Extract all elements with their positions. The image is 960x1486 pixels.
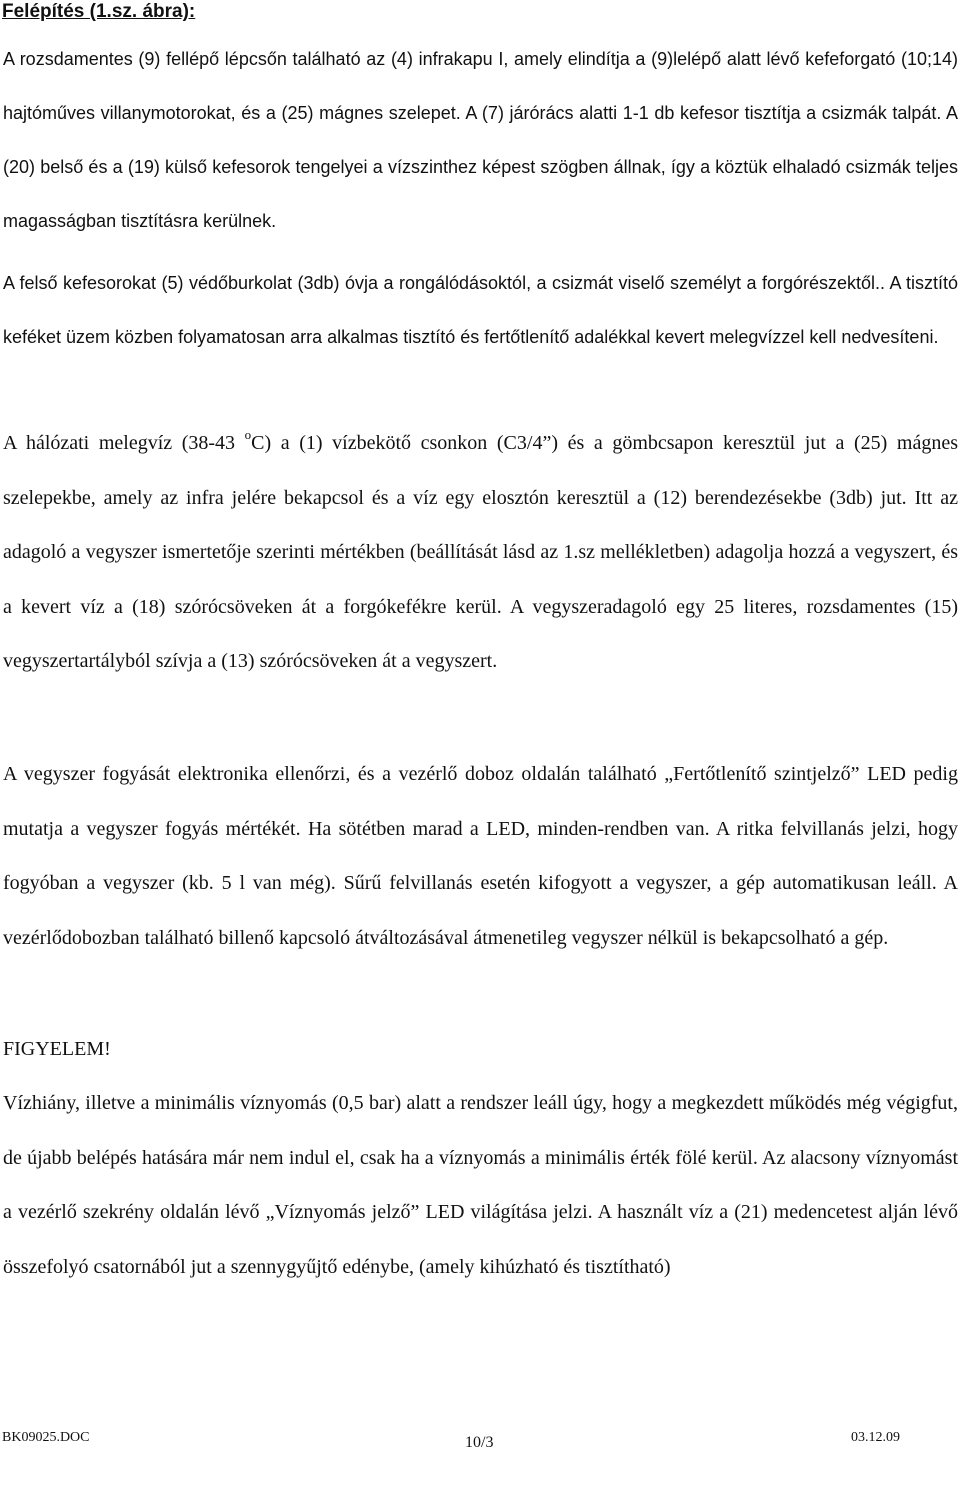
footer-filename: BK09025.DOC (2, 1430, 90, 1445)
paragraph-water-pressure: Vízhiány, illetve a minimális víznyomás (0,5 bar) alatt a rendszer leáll úgy, hogy a megkezdett működés még végigfut, de újabb belépés hatására már nem indul el, csak ha a víznyomás a minimális érték fölé kerül. Az alacsony víznyomást a vezérlő szekrény oldalán lévő „Víznyomás jelző” LED világítása jelzi. A használt víz a (21) medencetest alján lévő összefolyó csatornából jut a szennygyűjtő edénybe, (amely kihúzható és tisztítható) (3, 1092, 958, 1278)
page-footer (0, 1430, 960, 1460)
footer-date: 03.12.09 (851, 1430, 900, 1445)
water-temp-text: A hálózati melegvíz (38-43 (3, 432, 245, 454)
paragraph-water-supply (3, 416, 958, 689)
degree-superscript: o (244, 427, 252, 443)
paragraph-construction: A rozsdamentes (9) fellépő lépcsőn található az (4) infrakapu I, amely elindítja a (9)lelépő alatt lévő kefeforgató (10;14) hajtóműves villanymotorokat, és a (25) mágnes szelepet. A (7) járórács alatti 1-1 db kefesor tisztítja a csizmák talpát. A (20) belső és a (19) külső kefesorok tengelyei a vízszinthez képest szögben állnak, így a köztük elhaladó csizmák teljes magasságban tisztításra kerülnek. (3, 49, 958, 231)
paragraph-covers: A felső kefesorokat (5) védőburkolat (3db) óvja a rongálódásoktól, a csizmát viselő személyt a forgórészektől.. A tisztító keféket üzem közben folyamatosan arra alkalmas tisztító és fertőtlenítő adalékkal kevert melegvízzel kell nedvesíteni. (3, 273, 958, 347)
section-heading: Felépítés (1.sz. ábra): (2, 1, 196, 22)
warning-label: FIGYELEM! (3, 1038, 111, 1060)
water-supply-text: C) a (1) vízbekötő csonkon (C3/4”) és a gömbcsapon keresztül jut a (25) mágnes szelepekbe, amely az infra jelére bekapcsol és a víz egy elosztón keresztül a (12) berendezésekbe (3db) jut. Itt az adagoló a vegyszer ismertetője szerinti mértékben (beállítását lásd az 1.sz mellékletben) adagolja hozzá a vegyszert, és a kevert víz a (18) szórócsöveken át a forgókefékre kerül. A vegyszeradagoló egy 25 literes, rozsdamentes (15) vegyszertartályból szívja a (13) szórócsöveken át a vegyszert. (3, 432, 959, 672)
footer-page-number: 10/3 (465, 1434, 494, 1451)
paragraph-chemical-level: A vegyszer fogyását elektronika ellenőrzi, és a vezérlő doboz oldalán található „Fertőtlenítő szintjelző” LED pedig mutatja a vegyszer fogyás mértékét. Ha sötétben marad a LED, minden-rendben van. A ritka felvillanás jelzi, hogy fogyóban a vegyszer (kb. 5 l van még). Sűrű felvillanás esetén kifogyott a vegyszer, a gép automatikusan leáll. A vezérlődobozban található billenő kapcsoló átváltozásával átmenetileg vegyszer nélkül is bekapcsolható a gép. (3, 763, 958, 949)
